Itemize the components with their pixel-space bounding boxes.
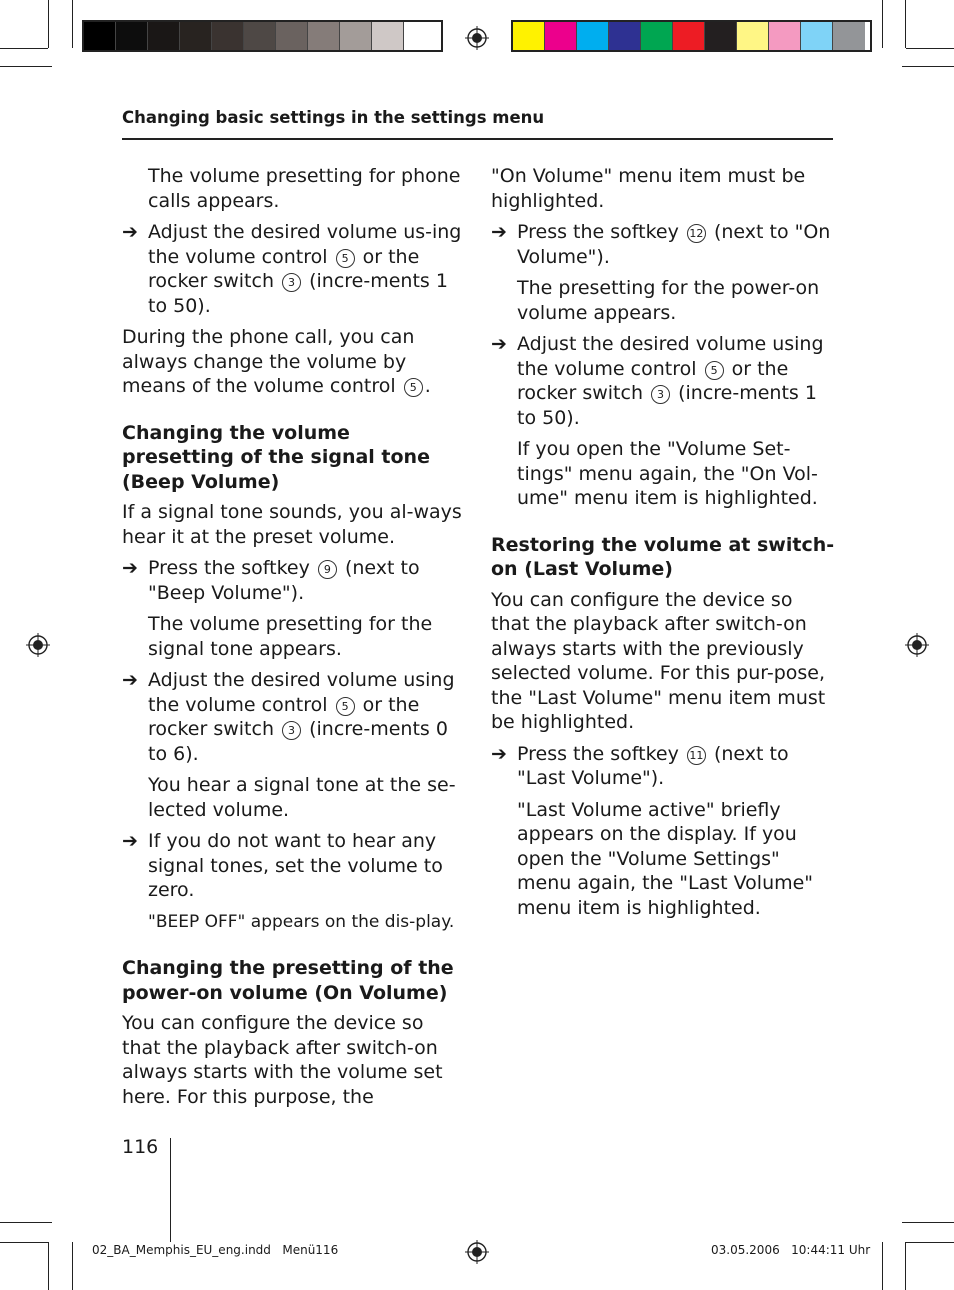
callout-number: 11 xyxy=(687,746,706,765)
arrow-icon: ➔ xyxy=(122,221,138,243)
paragraph: "BEEP OFF" appears on the dis-play. xyxy=(148,911,455,932)
color-swatch xyxy=(769,22,801,50)
color-swatch xyxy=(212,22,244,50)
paragraph: The volume presetting for phone calls appears. xyxy=(148,165,461,212)
right-column xyxy=(491,164,836,927)
color-swatch xyxy=(180,22,212,50)
paragraph: If you open the "Volume Set-tings" menu again, the "On Vol-ume" menu item is highlighted. xyxy=(517,438,818,509)
callout-number: 12 xyxy=(687,224,706,243)
crop-mark xyxy=(906,1242,954,1243)
registration-mark-icon xyxy=(905,633,929,657)
callout-number: 3 xyxy=(282,273,301,292)
color-swatch xyxy=(641,22,673,50)
grayscale-color-bar xyxy=(82,20,443,52)
arrow-icon: ➔ xyxy=(491,742,507,765)
color-swatch xyxy=(833,22,865,50)
color-swatch xyxy=(801,22,833,50)
instruction-step: ➔ Adjust the desired volume us-ing the volume control 5 or the rocker switch 3 (incre-ments 1 to 50). xyxy=(122,221,462,317)
crop-mark xyxy=(905,1242,906,1290)
callout-number: 5 xyxy=(705,361,724,380)
arrow-icon: ➔ xyxy=(122,830,138,852)
color-swatch xyxy=(609,22,641,50)
paragraph: During the phone call, you can always change the volume by means of the volume control 5 . xyxy=(122,326,431,397)
crop-mark xyxy=(0,48,48,49)
registration-mark-icon xyxy=(465,26,489,50)
color-swatch xyxy=(340,22,372,50)
print-slug-filename: 02_BA_Memphis_EU_eng.indd Menü116 xyxy=(92,1243,339,1257)
callout-number: 9 xyxy=(318,560,337,579)
left-column xyxy=(122,164,467,1116)
color-swatch xyxy=(545,22,577,50)
page-number-rule xyxy=(170,1138,171,1242)
callout-number: 5 xyxy=(336,249,355,268)
paragraph: The volume presetting for the signal tone appears. xyxy=(148,613,433,660)
instruction-step: ➔ Adjust the desired volume using the volume control 5 or the rocker switch 3 (incre-ments 1 to 50). xyxy=(491,333,824,429)
color-swatch xyxy=(372,22,404,50)
paragraph: If a signal tone sounds, you al-ways hear it at the preset volume. xyxy=(122,501,462,548)
callout-number: 5 xyxy=(336,697,355,716)
crop-mark xyxy=(0,1242,48,1243)
crop-mark xyxy=(48,1242,49,1290)
header-rule xyxy=(122,138,833,140)
color-swatch xyxy=(84,22,116,50)
instruction-step: ➔ Press the softkey 11 (next to "Last Volume"). xyxy=(491,742,789,789)
crop-mark xyxy=(902,66,954,67)
instruction-step: ➔ Adjust the desired volume using the volume control 5 or the rocker switch 3 (incre-ments 0 to 6). xyxy=(122,669,455,765)
page-number: 116 xyxy=(122,1136,159,1158)
registration-mark-icon xyxy=(465,1240,489,1264)
arrow-icon: ➔ xyxy=(491,333,507,355)
paragraph: You can configure the device so that the playback after switch-on always starts with the volume set here. For this purpose, the xyxy=(122,1012,443,1108)
color-swatch xyxy=(308,22,340,50)
color-swatch xyxy=(244,22,276,50)
crop-mark xyxy=(48,0,49,48)
color-swatch xyxy=(737,22,769,50)
paragraph: "On Volume" menu item must be highlighted. xyxy=(491,165,806,212)
section-heading: Restoring the volume at switch-on (Last Volume) xyxy=(491,533,835,580)
paragraph: "Last Volume active" briefly appears on the display. If you open the "Volume Settings" menu again, the "Last Volume" menu item is highlighted. xyxy=(517,798,814,919)
arrow-icon: ➔ xyxy=(122,557,138,579)
crop-mark xyxy=(902,1222,954,1223)
color-swatch xyxy=(148,22,180,50)
instruction-step: ➔ Press the softkey 12 (next to "On Volume"). xyxy=(491,221,831,268)
color-swatch xyxy=(513,22,545,50)
crop-mark xyxy=(72,1242,73,1290)
instruction-step: ➔ If you do not want to hear any signal tones, set the volume to zero. xyxy=(122,830,443,901)
paragraph: The presetting for the power-on volume appears. xyxy=(517,277,820,324)
color-swatch xyxy=(577,22,609,50)
arrow-icon: ➔ xyxy=(122,669,138,691)
instruction-step: ➔ Press the softkey 9 (next to "Beep Volume"). xyxy=(122,557,420,604)
crop-mark xyxy=(906,48,954,49)
color-swatch xyxy=(705,22,737,50)
paragraph: You can configure the device so that the playback after switch-on always starts with the previously selected volume. For this pur-pose, the "Last Volume" menu item must be highlighted. xyxy=(491,588,826,733)
callout-number: 3 xyxy=(282,721,301,740)
registration-mark-icon xyxy=(26,633,50,657)
section-heading: Changing the volume presetting of the signal tone (Beep Volume) xyxy=(122,421,430,493)
crop-mark xyxy=(0,66,52,67)
color-swatch xyxy=(404,22,436,50)
paragraph: You hear a signal tone at the se-lected volume. xyxy=(148,774,456,821)
callout-number: 3 xyxy=(651,385,670,404)
process-color-bar xyxy=(511,20,872,52)
crop-mark xyxy=(882,1242,883,1290)
print-slug-timestamp: 03.05.2006 10:44:11 Uhr xyxy=(711,1243,871,1257)
crop-mark xyxy=(72,0,73,48)
color-swatch xyxy=(276,22,308,50)
crop-mark xyxy=(882,0,883,48)
crop-mark xyxy=(0,1222,52,1223)
running-header: Changing basic settings in the settings menu xyxy=(122,108,545,127)
section-heading: Changing the presetting of the power-on volume (On Volume) xyxy=(122,957,454,1004)
color-swatch xyxy=(673,22,705,50)
callout-number: 5 xyxy=(404,378,423,397)
color-swatch xyxy=(116,22,148,50)
crop-mark xyxy=(905,0,906,48)
arrow-icon: ➔ xyxy=(491,221,507,243)
